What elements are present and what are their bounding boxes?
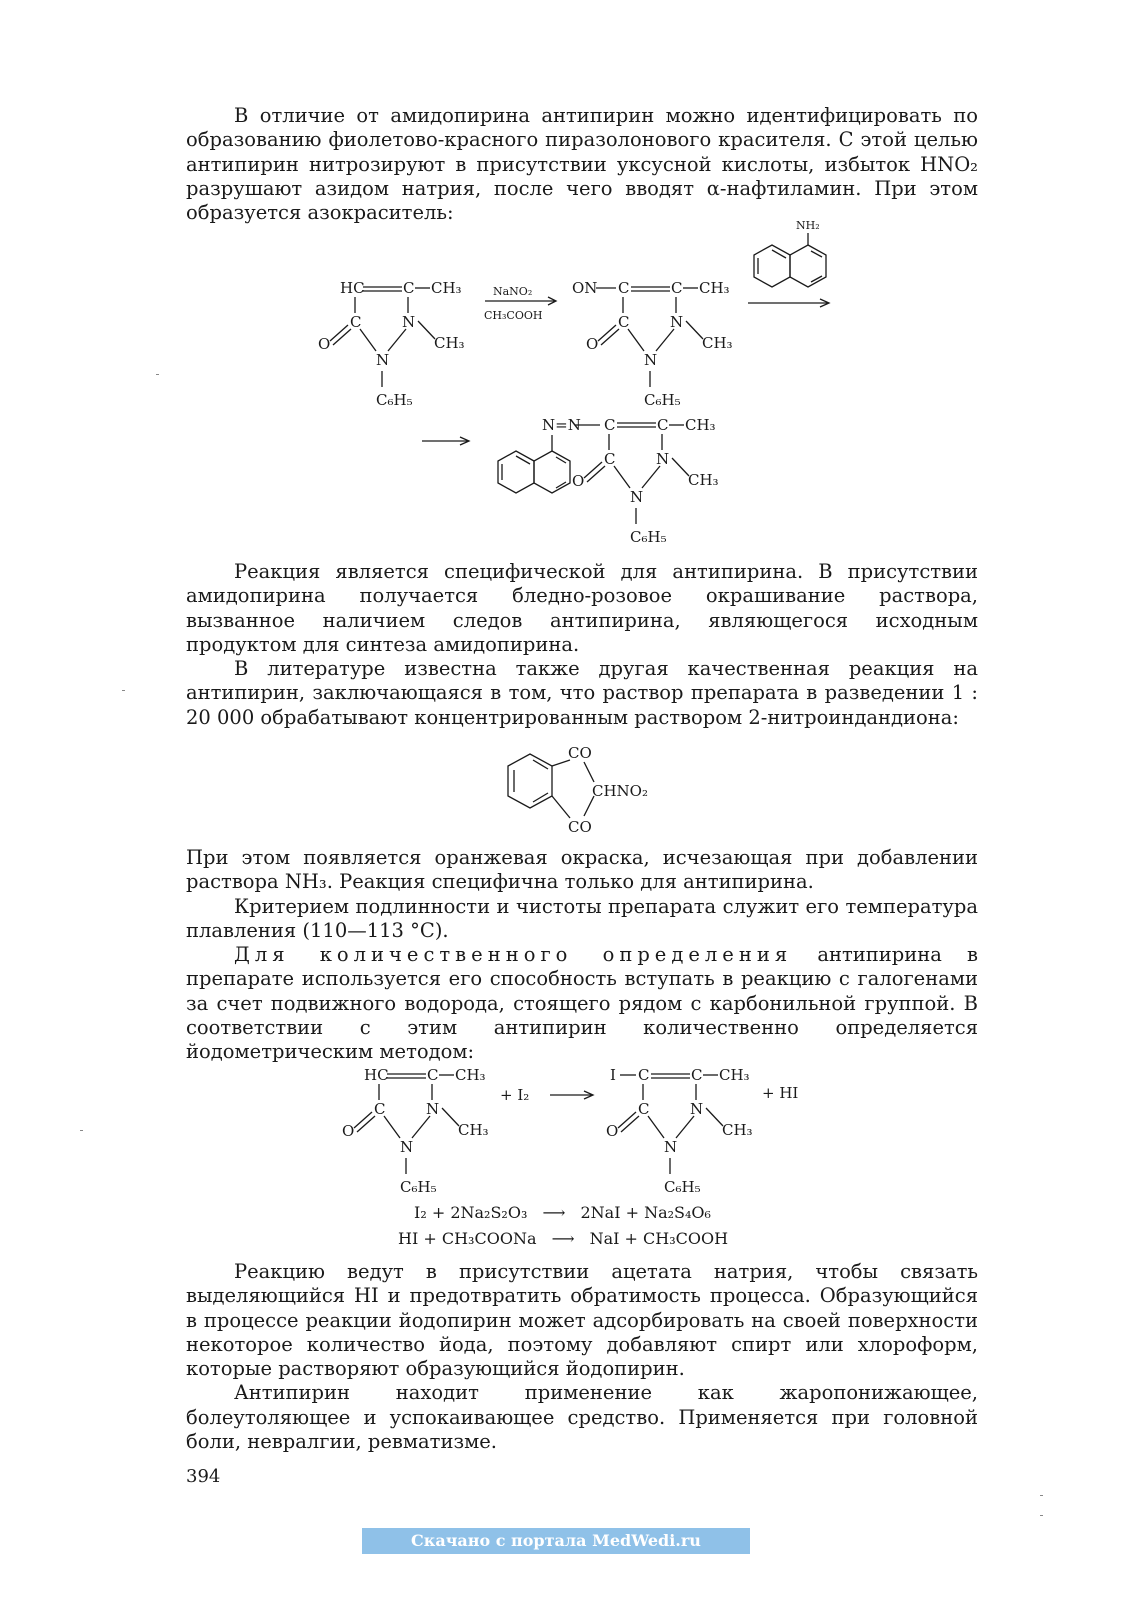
group-co-bottom: CO: [568, 818, 592, 836]
atom-c6h5: C₆H₅: [376, 391, 413, 409]
page-number: 394: [186, 1466, 221, 1487]
atom-nh2: NH₂: [796, 219, 820, 232]
atom-c: C: [350, 313, 362, 331]
atom-o: O: [342, 1122, 355, 1140]
atom-on: ON: [572, 279, 598, 297]
reagent-nano2: NaNO₂: [493, 285, 533, 298]
atom-o: O: [572, 472, 585, 490]
atom-azo: N=N: [542, 416, 581, 434]
atom-ch3: CH₃: [699, 279, 730, 297]
atom-c: C: [604, 450, 616, 468]
text-block-4: [186, 1260, 978, 1454]
eq1-arrow: ⟶: [542, 1203, 566, 1222]
text-block-1: [186, 104, 978, 225]
atom-c: C: [638, 1100, 650, 1118]
nitrosation-svg: [300, 215, 860, 555]
scan-speck: [1040, 1495, 1043, 1496]
quantitative-rest: антипирина в препарате используется его способность вступать в реакцию с галогенами за счет подвижного водорода, стоящего рядом с карбонильной группой. В соответствии с этим антипирин количественно определяется йодометрическим методом:: [186, 943, 978, 1064]
reagent-ch3cooh: CH₃COOH: [484, 309, 543, 322]
atom-hc: HC: [364, 1066, 389, 1084]
plus-i2: + I₂: [500, 1086, 530, 1104]
eq2-left: HI + CH₃COONa: [398, 1229, 537, 1248]
atom-c: C: [403, 279, 415, 297]
atom-c: C: [657, 416, 669, 434]
paragraph-literature: В литературе известна также другая качественная реакция на антипирин, заключающаяся в том, что раствор препарата в разведении 1 : 20 000 обрабатывают концентрированным раствором 2-нитроиндандиона:: [186, 657, 978, 729]
group-co-top: CO: [568, 744, 592, 762]
atom-i: I: [610, 1066, 616, 1084]
equation-thiosulfate: [414, 1203, 711, 1222]
atom-ch3: CH₃: [458, 1121, 489, 1139]
eq1-right: 2NaI + Na₂S₄O₆: [580, 1203, 711, 1222]
atom-hc: HC: [340, 279, 365, 297]
nitroindandione-svg: [486, 740, 686, 840]
atom-n: N: [690, 1100, 704, 1118]
paragraph-specific: Реакция является специфической для антипирина. В присутствии амидопирина получается бледно-розовое окрашивание раствора, вызванное наличием следов антипирина, являющегося исходным продуктом для синтеза амидопирина.: [186, 560, 978, 656]
atom-c6h5: C₆H₅: [630, 528, 667, 546]
download-banner[interactable]: Скачано с портала MedWedi.ru: [362, 1528, 750, 1554]
atom-o: O: [606, 1122, 619, 1140]
atom-c: C: [638, 1066, 650, 1084]
iodination-svg: [330, 1062, 830, 1202]
eq2-right: NaI + CH₃COOH: [589, 1229, 729, 1248]
text-block-2: [186, 560, 978, 730]
atom-o: O: [586, 335, 599, 353]
atom-ch3: CH₃: [702, 334, 733, 352]
plus-hi: + HI: [762, 1084, 799, 1102]
atom-c6h5: C₆H₅: [644, 391, 681, 409]
scan-speck: [1040, 1515, 1043, 1516]
atom-n: N: [426, 1100, 440, 1118]
atom-ch3: CH₃: [722, 1121, 753, 1139]
scan-speck: [122, 690, 125, 691]
scan-speck: [80, 1130, 83, 1131]
atom-c6h5: C₆H₅: [400, 1178, 437, 1196]
paragraph-quantitative: [186, 943, 978, 1064]
atom-c: C: [618, 279, 630, 297]
atom-c6h5: C₆H₅: [664, 1178, 701, 1196]
nitrosation-scheme: [300, 215, 860, 555]
iodination-scheme: [330, 1062, 830, 1202]
nitroindandione-structure: [486, 740, 686, 840]
atom-n: N: [402, 313, 416, 331]
atom-ch3: CH₃: [455, 1066, 486, 1084]
paragraph-application: Антипирин находит применение как жаропонижающее, болеутоляющее и успокаивающее средство. Применяется при головной боли, невралгии, ревматизме.: [186, 1381, 978, 1454]
atom-c: C: [618, 313, 630, 331]
atom-c: C: [427, 1066, 439, 1084]
atom-n: N: [376, 351, 390, 369]
atom-n: N: [664, 1138, 678, 1156]
atom-c: C: [604, 416, 616, 434]
atom-n: N: [400, 1138, 414, 1156]
atom-c: C: [671, 279, 683, 297]
atom-n: N: [630, 488, 644, 506]
equation-acetate: [398, 1229, 728, 1248]
atom-n: N: [656, 450, 670, 468]
atom-ch3: CH₃: [719, 1066, 750, 1084]
atom-c: C: [691, 1066, 703, 1084]
group-chno2: CHNO₂: [592, 782, 648, 800]
atom-ch3: CH₃: [688, 471, 719, 489]
paragraph-melting: Критерием подлинности и чистоты препарата служит его температура плавления (110—113 °С).: [186, 894, 978, 942]
atom-ch3: CH₃: [685, 416, 716, 434]
spaced-term: Для количественного определения: [234, 943, 793, 967]
paragraph-acetate: Реакцию ведут в присутствии ацетата натрия, чтобы связать выделяющийся HI и предотвратить обратимость процесса. Образующийся в процессе реакции йодопирин может адсорбировать на своей поверхности некоторое количество йода, поэтому добавляют спирт или хлороформ, которые растворяют образующийся йодопирин.: [186, 1260, 978, 1381]
paragraph-intro: В отличие от амидопирина антипирин можно идентифицировать по образованию фиолетово-красного пиразолонового красителя. С этой целью антипирин нитрозируют в присутствии уксусной кислоты, избыток HNO₂ разрушают азидом натрия, после чего вводят α-нафтиламин. При этом образуется азокраситель:: [186, 104, 978, 225]
scan-speck: [156, 374, 159, 375]
text-block-3: [186, 846, 978, 1065]
atom-c: C: [374, 1100, 386, 1118]
atom-ch3: CH₃: [431, 279, 462, 297]
eq1-left: I₂ + 2Na₂S₂O₃: [414, 1203, 528, 1222]
atom-n: N: [644, 351, 658, 369]
atom-o: O: [318, 335, 331, 353]
eq2-arrow: ⟶: [551, 1229, 575, 1248]
atom-ch3: CH₃: [434, 334, 465, 352]
atom-n: N: [670, 313, 684, 331]
paragraph-orange: При этом появляется оранжевая окраска, исчезающая при добавлении раствора NH₃. Реакция специфична только для антипирина.: [186, 846, 978, 894]
